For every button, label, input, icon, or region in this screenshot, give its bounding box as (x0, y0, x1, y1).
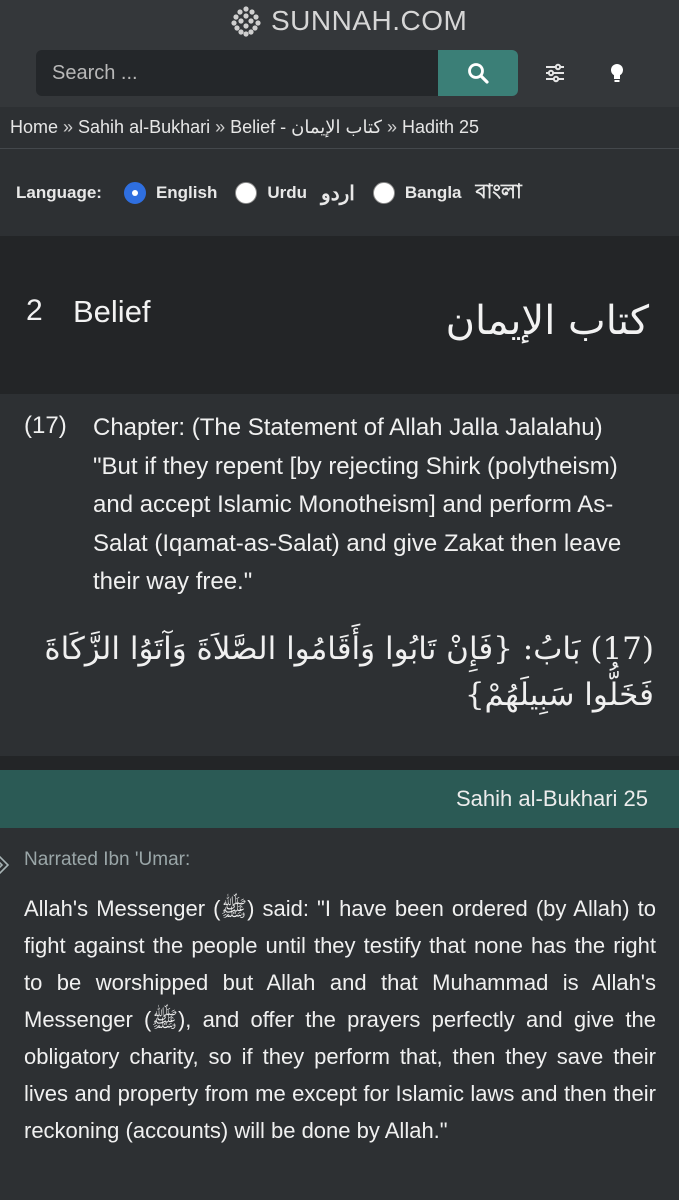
theme-toggle-button[interactable] (602, 58, 632, 88)
breadcrumb-separator: » (63, 117, 74, 137)
search-bar (36, 50, 518, 96)
hadith-narrator: Narrated Ibn 'Umar: (24, 849, 191, 870)
search-icon (466, 61, 490, 85)
breadcrumb-separator: » (215, 117, 226, 137)
hadith-reference[interactable]: Sahih al-Bukhari 25 (455, 786, 648, 811)
urdu-native-label[interactable]: اردو (321, 182, 355, 205)
breadcrumb (0, 107, 679, 149)
bangla-native-label[interactable]: বাংলা (475, 180, 522, 203)
chapter-number: (17) (24, 412, 67, 439)
bangla-label[interactable]: Bangla (404, 183, 462, 202)
logo-icon (229, 4, 263, 38)
language-option-urdu[interactable] (235, 181, 354, 206)
english-label[interactable]: English (155, 183, 218, 202)
site-logo[interactable] (229, 4, 467, 38)
sliders-icon (544, 63, 566, 83)
chapter-arabic: (17) بَابُ: {فَإِنْ تَابُوا وَأَقَامُوا الصَّلاَةَ وَآتَوُا الزَّكَاةَ فَخَلُّوا سَبِيلَهُمْ} (44, 631, 654, 713)
search-button[interactable] (438, 50, 518, 96)
book-title: Belief (73, 294, 151, 329)
hadith-text: Allah's Messenger (ﷺ) said: "I have been ordered (by Allah) to fight against the people until they testify that none has the right to be worshipped but Allah and that Muhammad is Allah's Messenger (ﷺ), and offer the prayers perfectly and give the obligatory charity, so if they perform that, then they save their lives and property from me except for Islamic laws and then their reckoning (accounts) will be done by Allah." (24, 896, 656, 1143)
language-label: Language: (16, 183, 102, 202)
chapter-english: Chapter: (The Statement of Allah Jalla Jalalahu) "But if they repent [by rejecting Shirk (polytheism) and accept Islamic Monotheism] and perform As-Salat (Iqamat-as-Salat) and give Zakat then leave their way free." (93, 414, 622, 595)
language-option-english[interactable] (124, 182, 217, 204)
share-icon[interactable] (0, 845, 16, 885)
bangla-radio[interactable] (373, 182, 395, 204)
breadcrumb-home[interactable]: Home (10, 117, 59, 137)
book-arabic-title: كتاب الإيمان (445, 298, 649, 344)
urdu-label[interactable]: Urdu (267, 183, 308, 202)
book-number: 2 (26, 294, 43, 327)
breadcrumb-separator: » (386, 117, 397, 137)
section-divider (0, 756, 679, 770)
breadcrumb-hadith: Hadith 25 (402, 117, 480, 137)
english-radio[interactable] (124, 182, 146, 204)
search-input[interactable] (36, 50, 438, 96)
site-name: SUNNAH.COM (271, 5, 468, 36)
search-options-button[interactable] (540, 58, 570, 88)
breadcrumb-book[interactable]: Belief - كتاب الإيمان (230, 117, 382, 137)
language-selector (0, 150, 679, 236)
breadcrumb-collection[interactable]: Sahih al-Bukhari (78, 117, 211, 137)
lightbulb-icon (609, 62, 625, 84)
urdu-radio[interactable] (235, 182, 257, 204)
top-bar (0, 0, 679, 107)
language-option-bangla[interactable] (373, 177, 522, 210)
